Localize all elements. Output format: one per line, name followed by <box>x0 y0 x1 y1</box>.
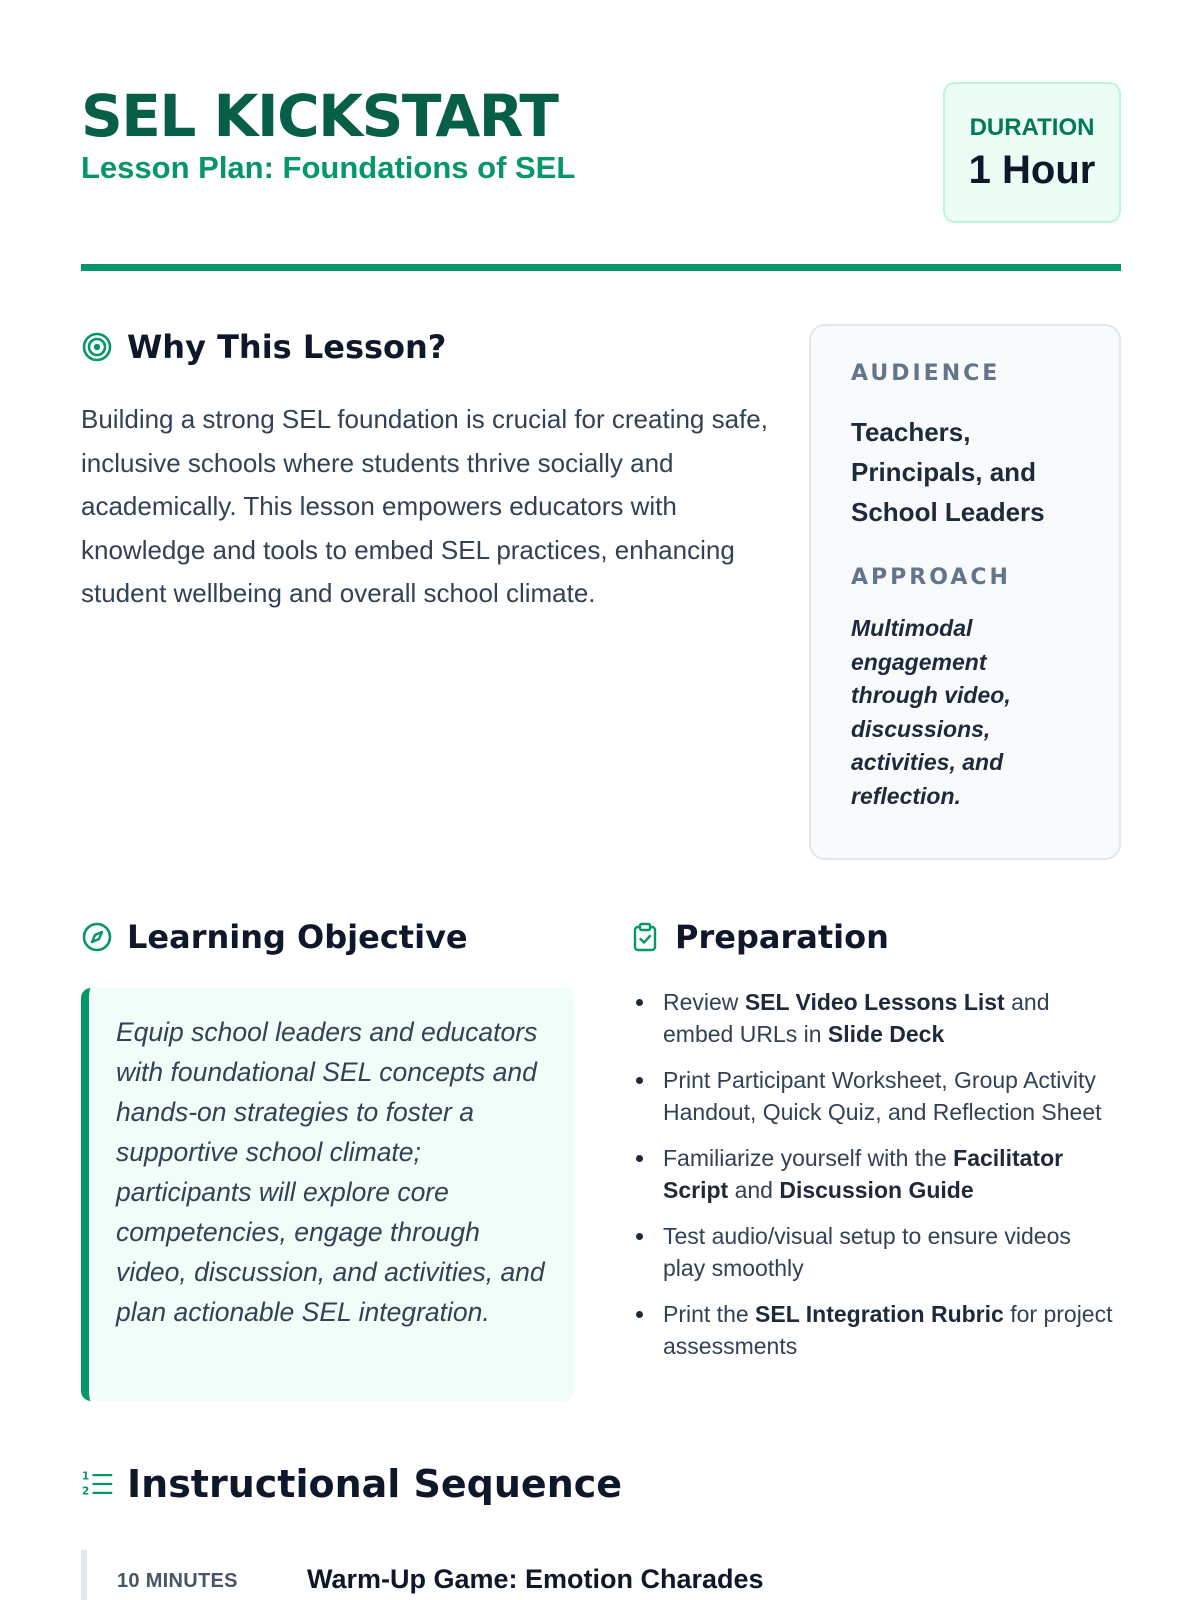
why-section-heading <box>81 328 446 366</box>
audience-card <box>809 324 1121 860</box>
step-title: Warm-Up Game: Emotion Charades <box>307 1564 764 1594</box>
approach-label: APPROACH <box>851 565 1011 590</box>
duration-badge <box>943 82 1121 223</box>
lesson-plan-page <box>81 0 1121 1600</box>
numbered-list-icon <box>81 1468 113 1500</box>
why-text: Building a strong SEL foundation is crucial for creating safe, inclusive schools where students thrive socially and academically. This lesson empowers educators with knowledge and tools to embed SEL practices, enhancing student wellbeing and overall school climate. <box>81 404 768 608</box>
page-title: SEL KICKSTART <box>81 82 558 150</box>
lesson-header <box>81 82 1121 222</box>
list-item: Print the SEL Integration Rubric for project assessments <box>629 1298 1119 1362</box>
preparation-heading: Preparation <box>675 918 889 956</box>
audience-value: Teachers, Principals, and School Leaders <box>851 417 1045 527</box>
preparation-section-heading <box>629 918 889 956</box>
sequence-section-heading <box>81 1462 622 1506</box>
list-item: Familiarize yourself with the Facilitator Script and Discussion Guide <box>629 1142 1119 1206</box>
step-duration: 10 MINUTES <box>117 1570 238 1592</box>
duration-value: 1 Hour <box>968 148 1096 192</box>
svg-text:2: 2 <box>81 1484 90 1498</box>
sequence-heading: Instructional Sequence <box>127 1462 623 1506</box>
clipboard-check-icon <box>629 921 661 953</box>
objective-section-heading <box>81 918 468 956</box>
list-item: Review SEL Video Lessons List and embed URLs in Slide Deck <box>629 986 1119 1050</box>
why-heading: Why This Lesson? <box>127 328 447 366</box>
list-item: Print Participant Worksheet, Group Activity Handout, Quick Quiz, and Reflection Sheet <box>629 1064 1119 1128</box>
compass-icon <box>81 921 113 953</box>
target-icon <box>81 331 113 363</box>
duration-label: DURATION <box>969 114 1095 141</box>
objective-text: Equip school leaders and educators with foundational SEL concepts and hands-on strategies to foster a supportive school climate; participants will explore core competencies, engage through video, discussion, and activities, and plan actionable SEL integration. <box>116 1017 545 1327</box>
audience-label: AUDIENCE <box>851 361 1001 386</box>
preparation-list <box>629 986 1119 1376</box>
objective-heading: Learning Objective <box>127 918 468 956</box>
list-item: Test audio/visual setup to ensure videos play smoothly <box>629 1220 1119 1284</box>
header-divider <box>81 264 1121 271</box>
approach-value: Multimodal engagement through video, discussions, activities, and reflection. <box>851 615 1011 809</box>
svg-text:1: 1 <box>81 1469 90 1483</box>
sequence-step <box>81 1550 1121 1600</box>
objective-callout <box>81 988 574 1401</box>
page-subtitle: Lesson Plan: Foundations of SEL <box>81 150 576 185</box>
